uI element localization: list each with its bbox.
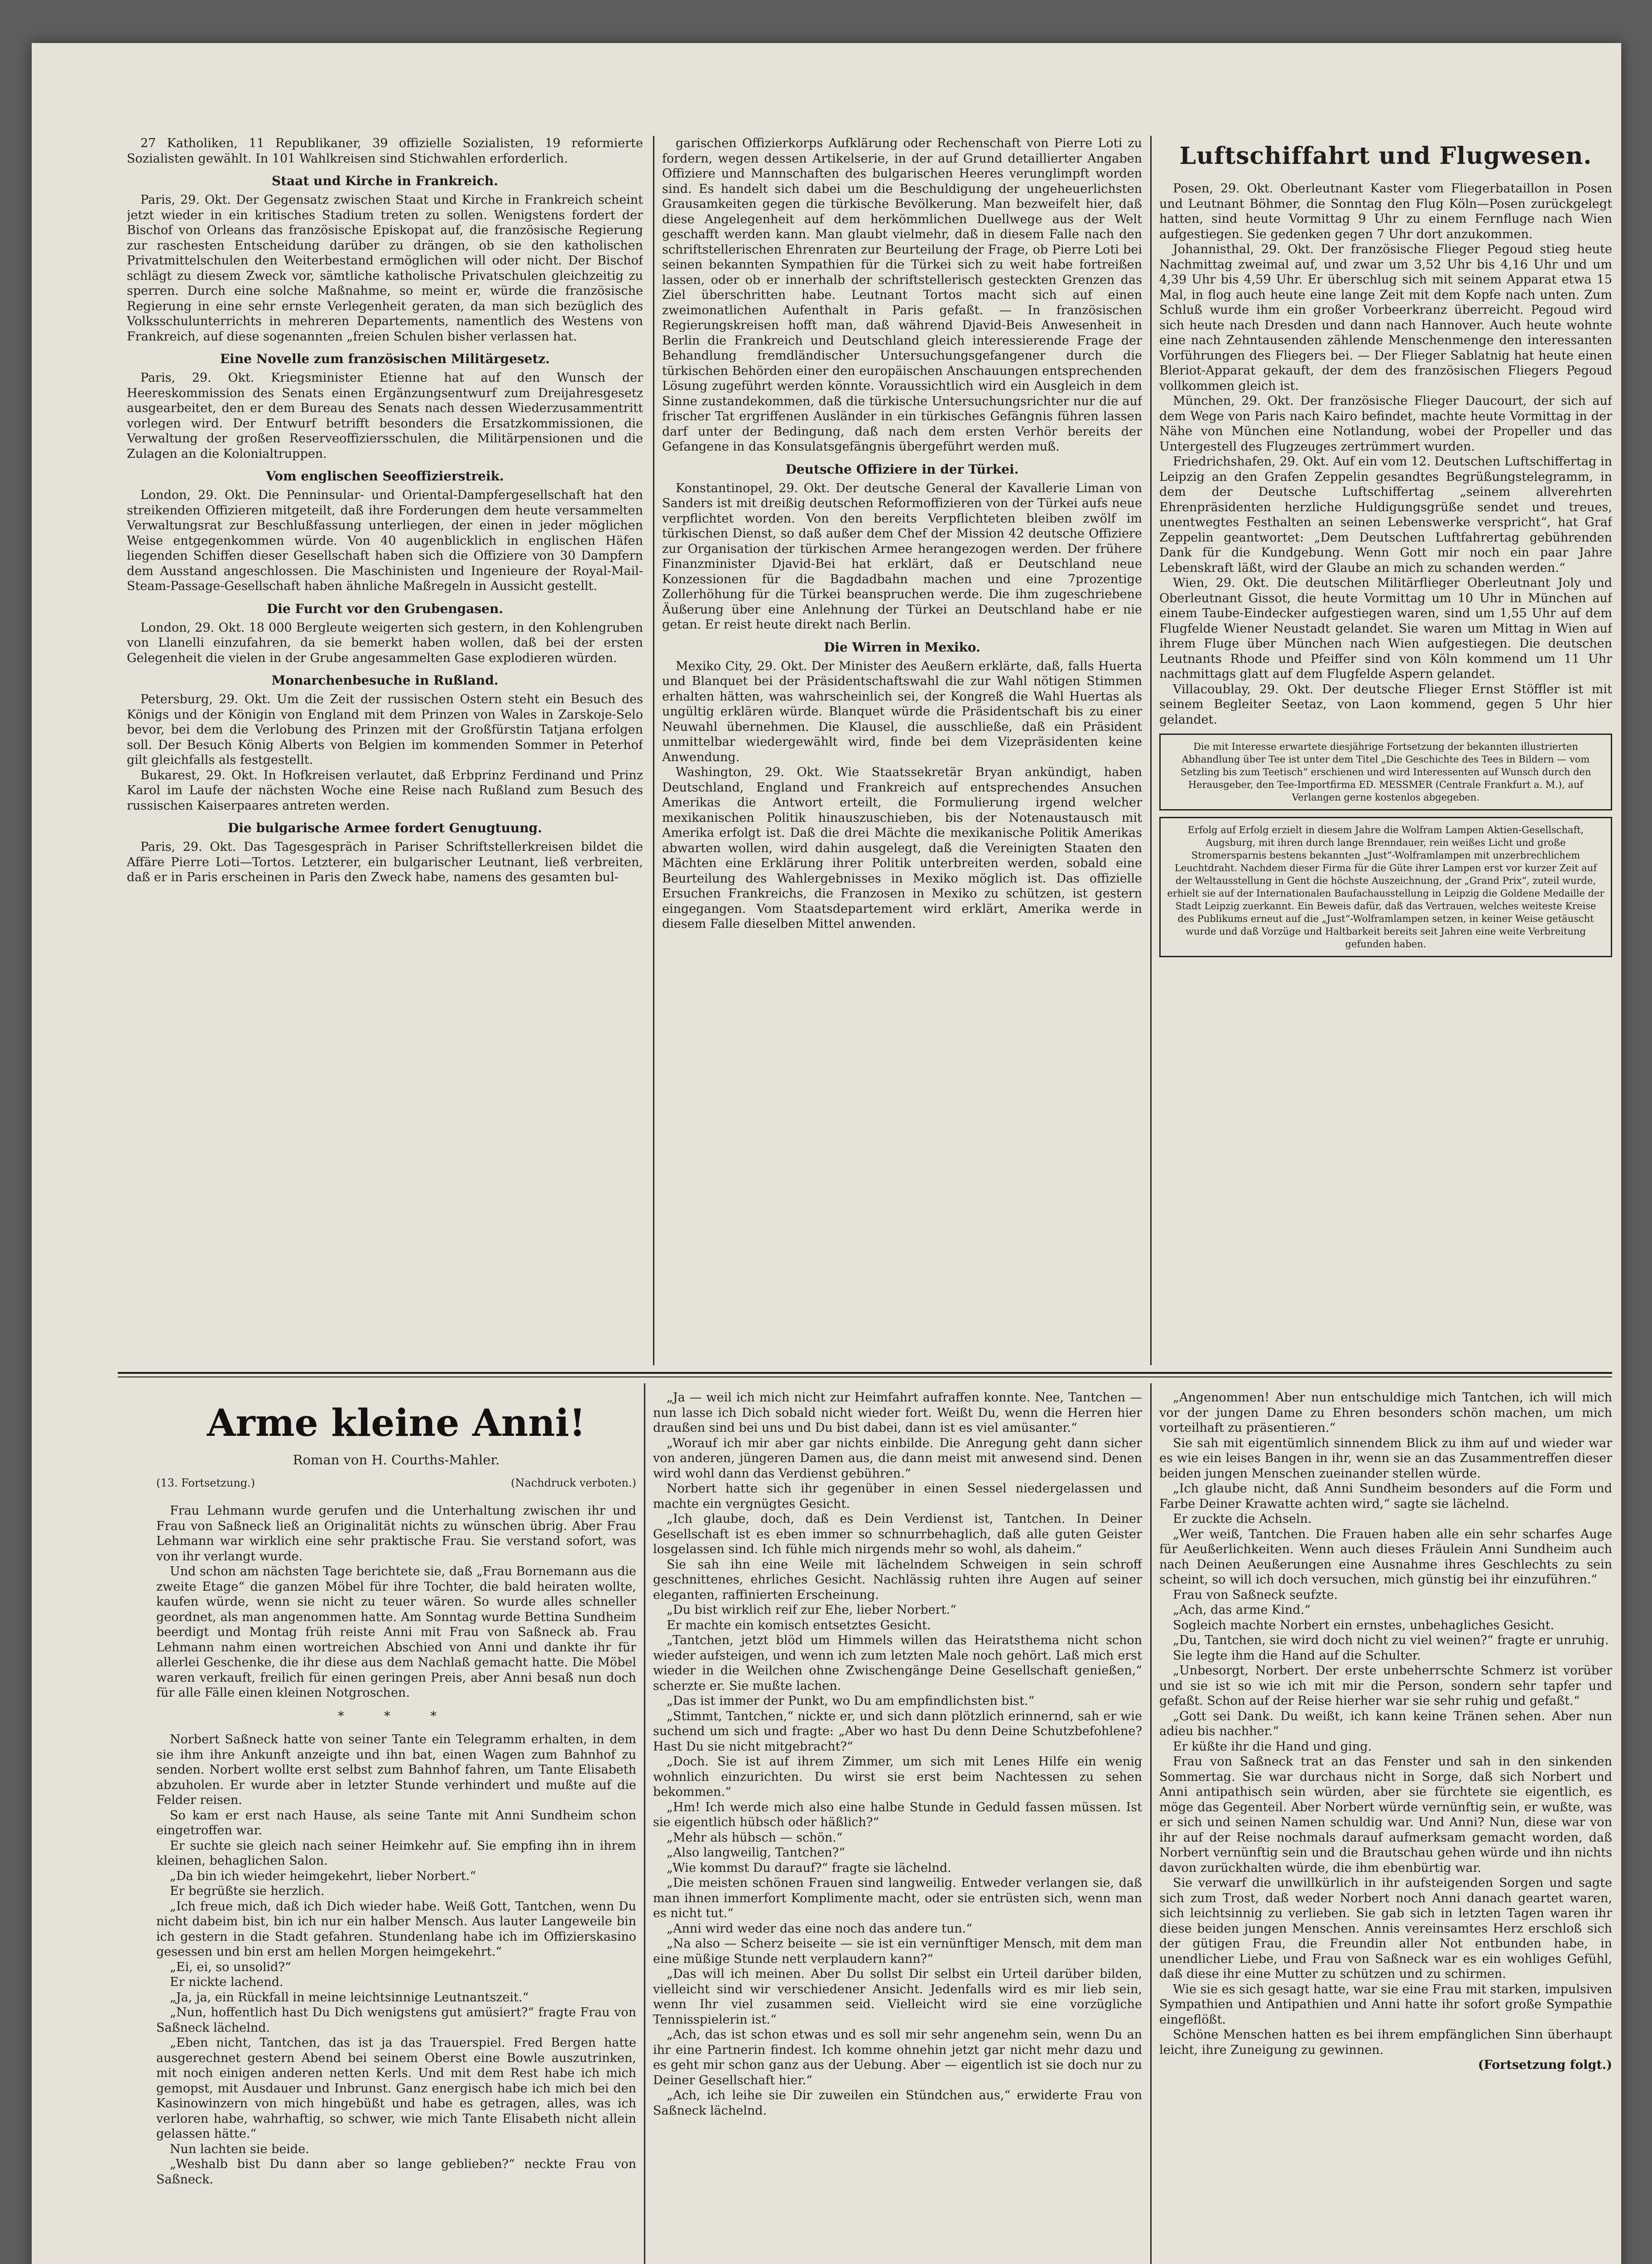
novel-paragraph: Er zuckte die Achseln. — [1173, 1512, 1312, 1526]
section-heading: Staat und Kirche in Frankreich. — [272, 173, 498, 188]
novel-paragraph: „Ach, ich leihe sie Dir zuweilen ein Stündchen aus,“ erwiderte Frau von Saßneck lächelnd. — [653, 2088, 1142, 2118]
novel-paragraph: „Angenommen! Aber nun entschuldige mich Tantchen, ich will mich vor der jungen Dame zu Ehren besonders schön machen, um mich vorteilhaft zu präsentieren.“ — [1159, 1391, 1612, 1435]
column-divider — [1150, 1383, 1152, 2264]
novel-paragraph: „Hm! Ich werde mich also eine halbe Stunde in Geduld fassen müssen. Ist sie eigentlich hübsch oder häßlich?“ — [653, 1800, 1142, 1829]
news-paragraph: garischen Offizierkorps Aufklärung oder Rechenschaft von Pierre Loti zu fordern, wegen dessen Artikelserie, in der auf Grund detaillierter Angaben Offiziere und Mannschaften des bulgarischen Heeres verunglimpft worden sind. Es handelt sich dabei um die Beschuldigung der ungeheuerlichsten Grausamkeiten gegen die türkische Bevölkerung. Man bezweifelt hier, daß diese Angelegenheit auf dem herkömmlichen Duellwege aus der Welt geschafft werden kann. Man glaubt vielmehr, daß in diesem Falle nach den schriftstellerischen Ehrenraten zur Beurteilung der Frage, ob Pierre Loti bei seinen bekannten Sympathien für die Türkei sich zu weit habe fortreißen lassen, oder ob er innerhalb der schriftstellerisch gesteckten Grenzen das Ziel überschritten habe. Leutnant Tortos macht sich auf einen zweimonatlichen Aufenthalt in Paris gefaßt. — In französischen Regierungskreisen hofft man, daß während Djavid-Beis Anwesenheit in Berlin die Frankreich und Deutschland gleich interessierende Frage der Behandlung fremdländischer Untersuchungsgefangener durch die türkischen Behörden einer den europäischen Anschauungen entsprechenden Lösung zugeführt werden könnte. Voraussichtlich wird ein Ausgleich in dem Sinne zustandekommen, daß die türkische Untersuchungsrichter nur die auf frischer Tat ergriffenen Ausländer in ein türkisches Gefängnis führen lassen darf unter der Bedingung, daß nach dem ersten Verhör bereits der Gefangene in das Konsulatsgefängnis übergeführt werden muß. — [662, 136, 1142, 454]
novel-paragraph: „Also langweilig, Tantchen?“ — [667, 1846, 845, 1860]
novel-paragraph: „Anni wird weder das eine noch das andere tun.“ — [667, 1921, 973, 1936]
novel-paragraph: „Wer weiß, Tantchen. Die Frauen haben alle ein sehr scharfes Auge für Aeußerlichkeiten. Wenn auch dieses Fräulein Anni Sundheim auch nach Deinen Aeußerungen eine Ausnahme ihres Geschlechts zu sein scheint, so will ich doch versuchen, mich günstig bei ihr einzuführen.“ — [1159, 1527, 1612, 1587]
news-paragraph: Bukarest, 29. Okt. In Hofkreisen verlautet, daß Erbprinz Ferdinand und Prinz Karol im Laufe der nächsten Woche eine Reise nach Rußland zum Besuch des russischen Kaiserpaares antreten werden. — [127, 768, 643, 813]
novel-chapter-line — [156, 1477, 636, 1489]
news-paragraph: Villacoublay, 29. Okt. Der deutsche Flieger Ernst Stöffler ist mit seinem Begleiter Seetaz, von Laon kommend, gegen 5 Uhr hier gelandet. — [1159, 682, 1612, 727]
novel-paragraph: Er küßte ihr die Hand und ging. — [1173, 1739, 1372, 1754]
novel-paragraph: „Weshalb bist Du dann aber so lange geblieben?“ neckte Frau von Saßneck. — [156, 2157, 636, 2187]
novel-column-3 — [1159, 1390, 1612, 2264]
novel-paragraph: „Na also — Scherz beiseite — sie ist ein vernünftiger Mensch, mit dem man eine müßige Stunde nett verplaudern kann?“ — [653, 1937, 1142, 1966]
news-paragraph: Paris, 29. Okt. Kriegsminister Etienne hat auf den Wunsch der Heereskommission des Senats einen Ergänzungsentwurf zum Dreijahresgesetz ausgearbeitet, den er dem Bureau des Senats nach dessen Wiederzusammentritt vorlegen wird. Der Entwurf betrifft besonders die Ersatzkommissionen, die Verwaltung der großen Reserveoffiziersschulen, die Militärpensionen und die Zulagen an die Kolonialtruppen. — [127, 371, 643, 461]
novel-paragraph: „Gott sei Dank. Du weißt, ich kann keine Tränen sehen. Aber nun adieu bis nachher.“ — [1159, 1709, 1612, 1738]
column-divider — [653, 136, 654, 1365]
section-break: * * * — [338, 1709, 455, 1723]
news-column-3 — [1159, 136, 1612, 1367]
news-paragraph: München, 29. Okt. Der französische Flieger Daucourt, der sich auf dem Wege von Paris nach Kairo befindet, machte heute Vormittag in der Nähe von München eine Notlandung, wobei der Propeller und das Untergestell des Flugzeuges zertrümmert wurden. — [1159, 394, 1612, 454]
novel-paragraph: Frau von Saßneck seufzte. — [1173, 1588, 1338, 1602]
column-divider — [644, 1383, 645, 2264]
novel-title: Arme kleine Anni! — [207, 1401, 586, 1445]
novel-paragraph: „Unbesorgt, Norbert. Der erste unbeherrschte Schmerz ist vorüber und sie ist so wie ich mit mir die Person, sondern sehr tapfer und gefaßt. Schon auf der Reise hierher war sie sehr ruhig und gefaßt.“ — [1159, 1664, 1612, 1708]
advertisement-text: Die mit Interesse erwartete diesjährige Fortsetzung der bekannten illustrierten Abhandlung über Tee ist unter dem Titel „Die Geschichte des Tees in Bildern — vom Setzling bis zum Teetisch“ erschienen und wird Interessenten auf Wunsch durch den Herausgeber, den Tee-Importfirma ED. MESSMER (Centrale Frankfurt a. M.), auf Verlangen gerne kostenlos abgegeben. — [1180, 741, 1591, 803]
novel-paragraph: „Ja — weil ich mich nicht zur Heimfahrt aufraffen konnte. Nee, Tantchen — nun lasse ich Dich sobald nicht wieder fort. Weißt Du, wenn die Herren hier draußen sind bei uns und Du bist dabei, dann ist es viel amüsanter.“ — [653, 1391, 1142, 1435]
news-column-1 — [127, 136, 643, 1367]
novel-paragraph: „Stimmt, Tantchen,“ nickte er, und sich dann plötzlich erinnernd, sah er wie suchend um sich und fragte: „Aber wo hast Du denn Deine Schutzbefohlene? Hast Du sie nicht mitgebracht?“ — [653, 1709, 1142, 1754]
rubric-heading: Luftschiffahrt und Flugwesen. — [1179, 142, 1592, 170]
novel-paragraph: Schöne Menschen hatten es bei ihrem empfänglichen Sinn überhaupt leicht, ihre Zuneigung zu gewinnen. — [1159, 2028, 1612, 2057]
novel-paragraph: Sie sah ihn eine Weile mit lächelndem Schweigen in sein schroff geschnittenes, ehrliches Gesicht. Nachlässig ruhten ihre Augen auf seiner eleganten, raffinierten Erscheinung. — [653, 1557, 1142, 1602]
novel-paragraph: Er machte ein komisch entsetztes Gesicht. — [667, 1618, 931, 1632]
advertisement-box — [1159, 734, 1612, 811]
news-paragraph: Paris, 29. Okt. Der Gegensatz zwischen Staat und Kirche in Frankreich scheint jetzt wieder in ein kritisches Stadium treten zu sollen. Wenigstens fordert der Bischof von Orleans das französische Episkopat auf, die französische Regierung zur raschesten Entscheidung darüber zu drängen, ob sie den katholischen Privatmittelschulen den Weiterbestand ermöglichen will oder nicht. Der Bischof schlägt zu diesem Zweck vor, sämtliche katholische Privatschulen gleichzeitig zu sperren. Durch eine solche Maßnahme, so meint er, würde die französische Regierung in eine sehr ernste Verlegenheit geraten, da man sich bezüglich des Volksschulunterrichts in mehreren Departements, namentlich des Westens von Frankreich, auf diese sogenannten „freien Schulen bisher verlassen hat. — [127, 193, 643, 344]
novel-paragraph: „Worauf ich mir aber gar nichts einbilde. Die Anregung geht dann sicher von anderen, jüngeren Damen aus, die dann meist mit anwesend sind. Denen wird wohl dann das Verdienst gebühren.“ — [653, 1436, 1142, 1481]
news-paragraph: Washington, 29. Okt. Wie Staatssekretär Bryan ankündigt, haben Deutschland, England und Frankreich auf entsprechendes Ansuchen Amerikas die Antwort erteilt, die Formulierung irgend welcher mexikanischen Politik hinauszuschieben, bis der Notenaustausch mit Amerika erfolgt ist. Daß die drei Mächte die mexikanische Politik Amerikas abwarten wollen, wird dahin ausgelegt, daß die Vereinigten Staaten den Mächten eine Erklärung ihrer Politik unterbreiten werden, sobald eine Beurteilung des Wahlergebnisses in Mexiko möglich ist. Das offizielle Ersuchen Frankreichs, die Franzosen in Mexiko zu schützen, ist gestern eingegangen. Vom Staatsdepartement wird erklärt, Amerika werde in diesem Falle dieselben Mittel anwenden. — [662, 765, 1142, 931]
news-paragraph: London, 29. Okt. 18 000 Bergleute weigerten sich gestern, in den Kohlengruben von Llanelli einzufahren, da sie bemerkt haben wollen, daß bei der ersten Gelegenheit die vielen in der Grube angesammelten Gase explodieren würden. — [127, 620, 643, 665]
novel-column-1 — [156, 1503, 636, 2264]
novel-paragraph: „Tantchen, jetzt blöd um Himmels willen das Heiratsthema nicht schon wieder aufsteigen, und wenn ich zum letzten Male noch gehört. Laß mich erst wieder in die Weilchen ohne Zwischengänge Deine Gesellschaft genießen,“ scherzte er. Sie mußte lachen. — [653, 1633, 1142, 1693]
advertisement-text: Erfolg auf Erfolg erzielt in diesem Jahre die Wolfram Lampen Aktien-Gesellschaft, Augsburg, mit ihren durch lange Brenndauer, rein weißes Licht und große Stromersparnis bestens bekannten „Just“-Wolframlampen mit unzerbrechlichem Leuchtdraht. Nachdem dieser Firma für die Güte ihrer Lampen erst vor kurzer Zeit auf der Weltausstellung in Gent die höchste Auszeichnung, der „Grand Prix“, zuteil wurde, erhielt sie auf der Internationalen Baufachausstellung in Leipzig die Goldene Medaille der Stadt Leipzig zuerkannt. Ein Beweis dafür, daß das Vertrauen, welches weiteste Kreise des Publikums erneut auf die „Just“-Wolframlampen setzen, in keiner Weise getäuscht wurde und daß Vorzüge und Haltbarkeit bereits seit Jahren eine weite Verbreitung gefunden haben. — [1167, 825, 1604, 950]
novel-paragraph: „Wie kommst Du darauf?“ fragte sie lächelnd. — [667, 1861, 951, 1875]
section-heading: Monarchenbesuche in Rußland. — [271, 673, 499, 688]
novel-paragraph: Frau Lehmann wurde gerufen und die Unterhaltung zwischen ihr und Frau von Saßneck ließ an Originalität nichts zu wünschen übrig. Aber Frau Lehmann war wirklich eine sehr praktische Frau. Sie verstand sofort, was von ihr verlangt wurde. — [156, 1504, 636, 1564]
news-paragraph: Konstantinopel, 29. Okt. Der deutsche General der Kavallerie Liman von Sanders ist mit dreißig deutschen Reformoffizieren von der Türkei aufs neue verpflichtet worden. Von den bereits Verpflichteten bleiben zwölf im türkischen Dienst, so daß außer dem Chef der Mission 42 deutsche Offiziere zur Organisation der türkischen Armee herangezogen werden. Der frühere Finanzminister Djavid-Bei hat erklärt, daß er Deutschland neue Konzessionen für die Bagdadbahn machen und eine 7prozentige Zollerhöhung für die Türkei beanspruchen werde. Die ihm zugeschriebene Äußerung über eine Anlehnung der Türkei an Deutschland habe er nie getan. Er reist heute direkt nach Berlin. — [662, 481, 1142, 632]
section-heading: Deutsche Offiziere in der Türkei. — [785, 461, 1019, 477]
section-heading: Eine Novelle zum französischen Militärgesetz. — [220, 351, 550, 366]
feuilleton-separator — [118, 1372, 1612, 1374]
news-paragraph: London, 29. Okt. Die Penninsular- und Oriental-Dampfergesellschaft hat den streikenden Offizieren mitgeteilt, daß ihre Forderungen dem heute versammelten Verwaltungsrat zur Beschlußfassung unterliegen, der einen in jeder möglichen Weise entgegenkommen würde. Von 40 augenblicklich in englischen Häfen liegenden Schiffen dieser Gesellschaft haben sich die Offiziere von 30 Dampfern dem Ausstand angeschlossen. Die Maschinisten und Ingenieure der Royal-Mail-Steam-Passage-Gesellschaft haben ähnliche Maßregeln in Aussicht gestellt. — [127, 488, 643, 593]
section-heading: Die bulgarische Armee fordert Genugtuung. — [227, 820, 543, 835]
news-paragraph: Mexiko City, 29. Okt. Der Minister des Aeußern erklärte, daß, falls Huerta und Blanquet bei der Präsidentschaftswahl die zur Wahl nötigen Stimmen erhalten hätten, was wahrscheinlich sei, der Kongreß die Wahl Huertas als ungültig erklären würde. Blanquet würde die Präsidentschaft bis zu einer Neuwahl übernehmen. Die Klausel, die ausschließe, daß ein Präsident unmittelbar wiedergewählt wird, finde bei dem Vizepräsidenten keine Anwendung. — [662, 659, 1142, 764]
novel-paragraph: Und schon am nächsten Tage berichtete sie, daß „Frau Bornemann aus die zweite Etage“ die ganzen Möbel für ihre Tochter, die bald heiraten wollte, kaufen würde, wenn sie nicht zu teuer wären. So wurde alles schneller geordnet, als man angenommen hatte. Am Sonntag wurde Bettina Sundheim beerdigt und Montag früh reiste Anni mit Frau von Saßneck ab. Frau Lehmann nahm einen wortreichen Abschied von Anni und dankte ihr für allerlei Geschenke, die ihr diese aus dem Nachlaß gemacht hatte. Die Möbel waren verkauft, freilich für einen geringen Preis, aber Anni besaß nun doch für alle Fälle einen kleinen Notgroschen. — [156, 1564, 636, 1700]
section-heading: Die Furcht vor den Grubengasen. — [266, 601, 504, 616]
news-paragraph: Petersburg, 29. Okt. Um die Zeit der russischen Ostern steht ein Besuch des Königs und der Königin von England mit dem Prinzen von Wales in Zarskoje-Selo bevor, bei dem die Verlobung des Prinzen mit der Großfürstin Tatjana erfolgen soll. Der Besuch König Alberts von Belgien im kommenden Sommer in Peterhof gilt gleichfalls als festgestellt. — [127, 692, 643, 767]
novel-paragraph: Er begrüßte sie herzlich. — [170, 1884, 325, 1898]
novel-paragraph: „Ich glaube, doch, daß es Dein Verdienst ist, Tantchen. In Deiner Gesellschaft ist es eben immer so schnurrbehaglich, daß alle guten Geister losgelassen sind. Ich fühle mich nirgends mehr so wohl, als daheim.“ — [653, 1512, 1142, 1556]
section-heading: Vom englischen Seeoffizierstreik. — [266, 469, 504, 484]
novel-paragraph: „Eben nicht, Tantchen, das ist ja das Trauerspiel. Fred Bergen hatte ausgerechnet gestern Abend bei seinem Oberst eine Bowle auszutrinken, mit noch einigen anderen netten Kerls. Und mit dem Rest habe ich mich gemopst, mit Ausdauer und Inbrunst. Ganz energisch habe ich mich bei den Kasinowinzern von mich hingebüßt und habe es getragen, alles, was ich verloren habe, wahrhaftig, so schwer, wie mich Tante Elisabeth nicht allein gelassen hätte.“ — [156, 2036, 636, 2141]
novel-paragraph: „Du bist wirklich reif zur Ehe, lieber Norbert.“ — [667, 1603, 956, 1617]
news-paragraph: Wien, 29. Okt. Die deutschen Militärflieger Oberleutnant Joly und Oberleutnant Gissot, die heute Vormittag um 10 Uhr in München auf einem Taube-Eindecker aufgestiegen waren, sind um 1,55 Uhr auf dem Flugfelde Wiener Neustadt gelandet. Sie waren um Mittag in Wien auf ihrem Fluge über München nach Wien aufgestiegen. Die deutschen Leutnants Rhode und Pfeiffer sind von Köln kommend um 11 Uhr nachmittags glatt auf dem Flugfelde Aspern gelandet. — [1159, 576, 1612, 681]
novel-paragraph: „Die meisten schönen Frauen sind langweilig. Entweder verlangen sie, daß man ihnen immerfort Komplimente macht, oder sie entrüsten sich, wenn man es nicht tut.“ — [653, 1876, 1142, 1920]
news-paragraph: Johannisthal, 29. Okt. Der französische Flieger Pegoud stieg heute Nachmittag zweimal auf, und zwar um 3,52 Uhr bis 4,16 Uhr und um 4,39 Uhr bis 4,59 Uhr. Er überschlug sich mit seinem Apparat etwa 15 Mal, in flog auch heute eine lange Zeit mit dem Kopfe nach unten. Zum Schluß wurde ihm ein großer Vorbeerkranz überreicht. Pegoud wird sich heute nach Dresden und dann nach Hannover. Auch heute wohnte eine nach Zehntausenden zählende Menschenmenge den interessanten Vorführungen des Fliegers bei. — Der Flieger Sablatnig hat heute einen Bleriot-Apparat gekauft, der dem des französischen Fliegers Pegoud vollkommen gleich ist. — [1159, 242, 1612, 393]
novel-paragraph: „Da bin ich wieder heimgekehrt, lieber Norbert.“ — [170, 1869, 476, 1883]
novel-paragraph: „Ach, das ist schon etwas und es soll mir sehr angenehm sein, wenn Du an ihr eine Partnerin findest. Ich komme ohnehin jetzt gar nicht mehr dazu und es geht mir schon ganz aus der Uebung. Aber — eigentlich ist sie doch nur zu Deiner Gesellschaft hier.“ — [653, 2028, 1142, 2087]
novel-paragraph: Wie sie es sich gesagt hatte, war sie eine Frau mit starken, impulsiven Sympathien und Antipathien und Anni hatte ihr sofort große Sympathie eingeflößt. — [1159, 1982, 1612, 2027]
novel-paragraph: Norbert hatte sich ihr gegenüber in einen Sessel niedergelassen und machte ein vergnügtes Gesicht. — [653, 1482, 1142, 1511]
advertisement-box — [1159, 817, 1612, 957]
novel-paragraph: Er nickte lachend. — [170, 1975, 283, 1989]
novel-paragraph: Sie verwarf die unwillkürlich in ihr aufsteigenden Sorgen und sagte sich zum Trost, daß weder Norbert noch Anni danach geartet waren, sich leichtsinnig zu verlieben. Sie gab sich in letzten Tagen waren ihr diese beiden jungen Menschen. Annis vereinsamtes Herz erschloß sich der gütigen Frau, die Freundin aller Not entbunden habe, in unendlicher Liebe, und Frau von Saßneck war es ein wohliges Gefühl, daß diese ihr eine Mutter zu schützen und zu schirmen. — [1159, 1876, 1612, 1981]
news-paragraph: Friedrichshafen, 29. Okt. Auf ein vom 12. Deutschen Luftschiffertag in Leipzig an den Grafen Zeppelin gesandtes Begrüßungstelegramm, in dem der Deutsche Luftschiffertag „seinem allverehrten Ehrenpräsidenten herzliche Huldigungsgrüße sendet und treues, unentwegtes Festhalten an seinen Lebenswerke verspricht“, hat Graf Zeppelin geantwortet: „Dem Deutschen Luftfahrertag gebührenden Dank für die Kundgebung. Wenn Gott mir noch ein paar Jahre Lebenskraft läßt, wird der Glaube an mich zu schanden werden.“ — [1159, 455, 1612, 575]
novel-paragraph: „Doch. Sie ist auf ihrem Zimmer, um sich mit Lenes Hilfe ein wenig wohnlich einzurichten. Du wirst sie erst beim Nachtessen zu sehen bekommen.“ — [653, 1755, 1142, 1799]
novel-paragraph: „Ich glaube nicht, daß Anni Sundheim besonders auf die Form und Farbe Deiner Krawatte achten wird,“ sagte sie lächelnd. — [1159, 1482, 1612, 1511]
reprint-notice: (Nachdruck verboten.) — [511, 1477, 636, 1489]
novel-column-2 — [653, 1390, 1142, 2264]
novel-chapter: (13. Fortsetzung.) — [156, 1477, 255, 1489]
novel-paragraph: Er suchte sie gleich nach seiner Heimkehr auf. Sie empfing ihn in ihrem kleinen, behaglichen Salon. — [156, 1838, 636, 1868]
novel-paragraph: „Ja, ja, ein Rückfall in meine leichtsinnige Leutnantszeit.“ — [170, 1990, 529, 2005]
novel-paragraph: „Ach, das arme Kind.“ — [1173, 1603, 1311, 1617]
novel-byline: Roman von H. Courths-Mahler. — [293, 1452, 500, 1468]
newspaper-page — [32, 43, 1621, 2264]
novel-paragraph: „Du, Tantchen, sie wird doch nicht zu viel weinen?“ fragte er unruhig. — [1173, 1633, 1609, 1647]
to-be-continued: (Fortsetzung folgt.) — [1478, 2058, 1612, 2072]
news-paragraph: Posen, 29. Okt. Oberleutnant Kaster vom Fliegerbataillon in Posen und Leutnant Böhmer, die Sonntag den Flug Köln—Posen zurückgelegt hatten, sind heute Vormittag 9 Uhr zu einem Fernfluge nach Wien aufgestiegen. Sie gedenken gegen 7 Uhr dort anzukommen. — [1159, 182, 1612, 241]
news-paragraph: Paris, 29. Okt. Das Tagesgespräch in Pariser Schriftstellerkreisen bildet die Affäre Pierre Loti—Tortos. Letzterer, ein bulgarischer Leutnant, ließ verbreiten, daß er in Paris erscheinen in Paris den Zweck habe, namens des gesamten bul- — [127, 840, 643, 884]
novel-paragraph: Sie sah mit eigentümlich sinnendem Blick zu ihm auf und wieder war es wie ein leises Bangen in ihr, wenn sie an das Zusammentreffen dieser beiden jungen Menschen zueinander stellen würde. — [1159, 1436, 1612, 1481]
novel-paragraph: „Ei, ei, so unsolid?“ — [170, 1960, 291, 1974]
news-paragraph: 27 Katholiken, 11 Republikaner, 39 offizielle Sozialisten, 19 reformierte Sozialisten gewählt. In 101 Wahlkreisen sind Stichwahlen erforderlich. — [127, 136, 643, 166]
novel-paragraph: Norbert Saßneck hatte von seiner Tante ein Telegramm erhalten, in dem sie ihm ihre Ankunft anzeigte und ihn bat, einen Wagen zum Bahnhof zu senden. Norbert wollte erst selbst zum Bahnhof fahren, um Tante Elisabeth abzuholen. Er wurde aber in letzter Stunde verhindert und mußte auf die Felder reisen. — [156, 1732, 636, 1807]
novel-paragraph: Nun lachten sie beide. — [170, 2142, 309, 2156]
novel-paragraph: „Das will ich meinen. Aber Du sollst Dir selbst ein Urteil darüber bilden, vielleicht sind wir verschiedener Ansicht. Jedenfalls wird es mir lieb sein, wenn Ihr viel zusammen seid. Vielleicht wird sie eine vorzügliche Tennisspielerin ist.“ — [653, 1967, 1142, 2027]
section-heading: Die Wirren in Mexiko. — [824, 639, 980, 655]
column-divider — [1150, 136, 1152, 1365]
novel-paragraph: So kam er erst nach Hause, als seine Tante mit Anni Sundheim schon eingetroffen war. — [156, 1808, 636, 1837]
novel-paragraph: „Das ist immer der Punkt, wo Du am empfindlichsten bist.“ — [667, 1694, 1035, 1708]
novel-paragraph: „Mehr als hübsch — schön.“ — [667, 1830, 843, 1845]
novel-paragraph: „Nun, hoffentlich hast Du Dich wenigstens gut amüsiert?“ fragte Frau von Saßneck lächelnd. — [156, 2005, 636, 2035]
news-column-2 — [662, 136, 1142, 1367]
novel-paragraph: Sie legte ihm die Hand auf die Schulter. — [1173, 1648, 1421, 1663]
novel-paragraph: Sogleich machte Norbert ein ernstes, unbehagliches Gesicht. — [1173, 1618, 1554, 1632]
novel-paragraph: „Ich freue mich, daß ich Dich wieder habe. Weiß Gott, Tantchen, wenn Du nicht dabeim bist, bin ich nur ein halber Mensch. Aus lauter Langeweile bin ich gestern in die Stadt gefahren. Stundenlang habe ich im Offizierskasino gesessen und bin erst am hellen Morgen heimgekehrt.“ — [156, 1899, 636, 1959]
novel-paragraph: Frau von Saßneck trat an das Fenster und sah in den sinkenden Sommertag. Sie war durchaus nicht in Sorge, daß sich Norbert und Anni antipathisch sein würden, aber sie fürchtete sie eigentlich, es möge das Gegenteil. Aber Norbert würde vernünftig sein, er wußte, was er sich und seinen Namen schuldig war. Und Anni? Nun, diese war von ihr auf der Reise nochmals darauf aufmerksam gemacht worden, daß Norbert vernünftig sein und die Brautschau gehen würde und ihn nichts davon zurückhalten würde, die ihm ebenbürtig war. — [1159, 1755, 1612, 1875]
